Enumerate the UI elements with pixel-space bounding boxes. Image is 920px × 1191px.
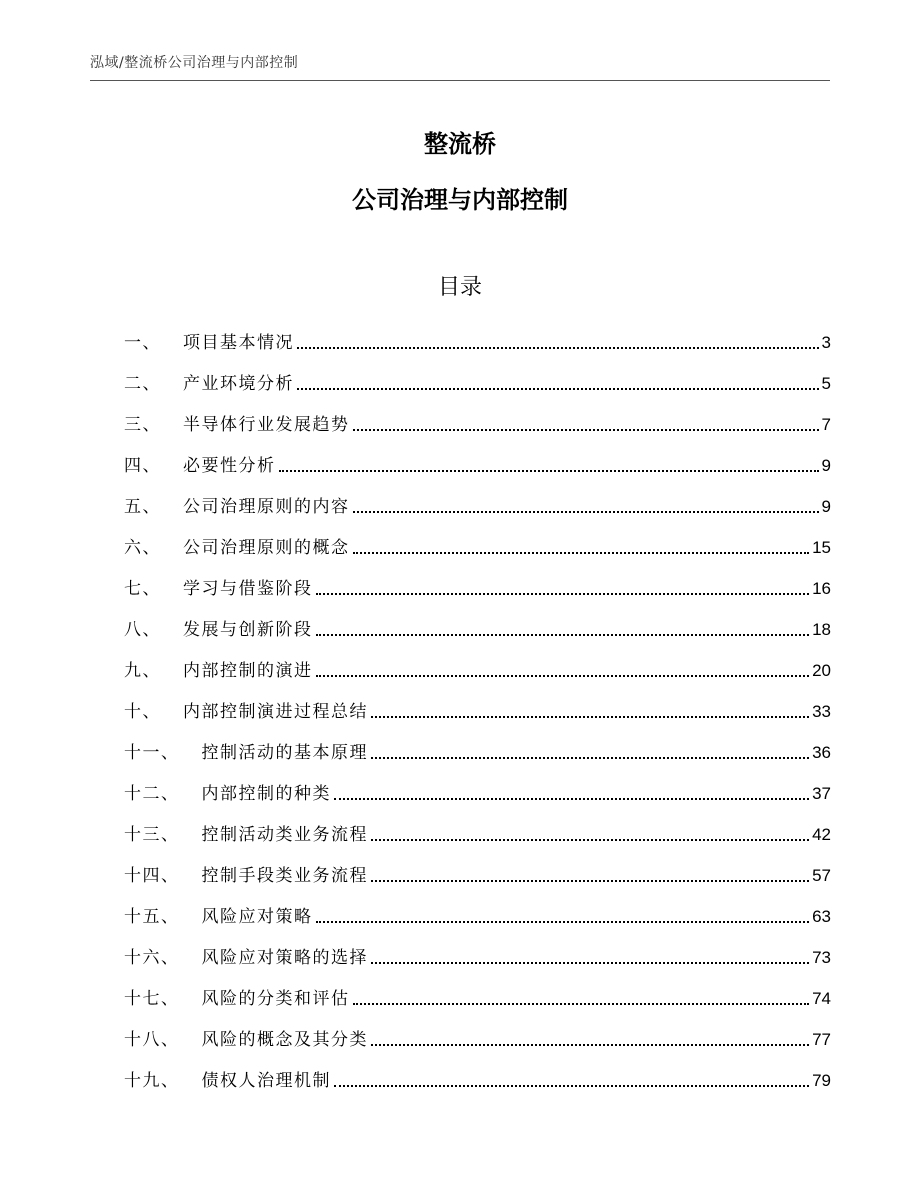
toc-entry-number: 十五、 [124, 907, 180, 927]
toc-entry-title: 风险应对策略 [201, 907, 313, 927]
toc-entry-page: 20 [812, 661, 831, 680]
toc-entry-page: 79 [812, 1071, 831, 1090]
toc-entry-label [124, 906, 313, 928]
toc-entry-page: 33 [812, 702, 831, 721]
toc-entry-title: 半导体行业发展趋势 [183, 415, 350, 435]
toc-entry[interactable] [124, 896, 831, 937]
toc-entry-page: 15 [812, 538, 831, 557]
toc-entry[interactable] [124, 445, 831, 486]
toc-dot-leader [353, 552, 810, 554]
toc-entry-title: 公司治理原则的概念 [183, 538, 350, 558]
toc-dot-leader [334, 798, 809, 800]
toc-entry-title: 风险应对策略的选择 [201, 948, 368, 968]
toc-entry-label [124, 988, 350, 1010]
toc-entry-number: 六、 [124, 538, 161, 558]
toc-entry-title: 内部控制的演进 [183, 661, 313, 681]
toc-entry-number: 十二、 [124, 784, 180, 804]
toc-entry-page: 16 [812, 579, 831, 598]
toc-entry[interactable] [124, 937, 831, 978]
toc-entry-page: 37 [812, 784, 831, 803]
toc-entry-label [124, 619, 313, 641]
toc-entry[interactable] [124, 404, 831, 445]
toc-entry-page: 7 [821, 415, 831, 434]
running-header: 泓域/整流桥公司治理与内部控制 [90, 55, 299, 71]
toc-dot-leader [297, 388, 819, 390]
toc-entry[interactable] [124, 527, 831, 568]
toc-entry-label [124, 537, 350, 559]
toc-entry-label [124, 824, 368, 846]
toc-entry-title: 控制活动类业务流程 [201, 825, 368, 845]
toc-entry-number: 五、 [124, 497, 161, 517]
toc-dot-leader [371, 716, 809, 718]
toc-entry-label [124, 660, 313, 682]
toc-entry-page: 74 [812, 989, 831, 1008]
toc-dot-leader [353, 429, 819, 431]
toc-dot-leader [371, 962, 809, 964]
toc-entry-number: 一、 [124, 333, 161, 353]
toc-entry-number: 三、 [124, 415, 161, 435]
toc-entry-title: 学习与借鉴阶段 [183, 579, 313, 599]
toc-dot-leader [371, 839, 809, 841]
toc-entry-label [124, 1070, 331, 1092]
header-rule [90, 80, 830, 81]
toc-entry-number: 二、 [124, 374, 161, 394]
toc-entry[interactable] [124, 1019, 831, 1060]
toc-entry-page: 77 [812, 1030, 831, 1049]
toc-entry-title: 风险的概念及其分类 [201, 1030, 368, 1050]
toc-entry[interactable] [124, 568, 831, 609]
toc-dot-leader [316, 634, 810, 636]
toc-entry[interactable] [124, 814, 831, 855]
toc-dot-leader [353, 1003, 810, 1005]
toc-dot-leader [316, 593, 810, 595]
toc-dot-leader [297, 347, 819, 349]
toc-entry-label [124, 865, 368, 887]
toc-entry-number: 十九、 [124, 1071, 180, 1091]
toc-entry[interactable] [124, 363, 831, 404]
toc-entry-title: 发展与创新阶段 [183, 620, 313, 640]
toc-entry[interactable] [124, 691, 831, 732]
toc-entry-title: 内部控制的种类 [201, 784, 331, 804]
toc-entry[interactable] [124, 650, 831, 691]
toc-entry-title: 产业环境分析 [183, 374, 294, 394]
toc-entry-label [124, 414, 350, 436]
toc-entry-number: 十八、 [124, 1030, 180, 1050]
toc-entry-page: 9 [821, 456, 831, 475]
toc-entry-label [124, 373, 294, 395]
toc-entry-page: 57 [812, 866, 831, 885]
toc-entry-number: 四、 [124, 456, 161, 476]
toc-entry[interactable] [124, 486, 831, 527]
toc-entry-number: 八、 [124, 620, 161, 640]
toc-entry-title: 内部控制演进过程总结 [183, 702, 368, 722]
toc-entry-label [124, 496, 350, 518]
toc-entry[interactable] [124, 1060, 831, 1101]
toc-entry[interactable] [124, 322, 831, 363]
toc-dot-leader [316, 675, 810, 677]
toc-entry-label [124, 947, 368, 969]
toc-entry-label [124, 332, 294, 354]
toc-entry-title: 控制活动的基本原理 [201, 743, 368, 763]
toc-entry-page: 18 [812, 620, 831, 639]
toc-dot-leader [334, 1085, 809, 1087]
toc-heading: 目录 [437, 275, 482, 300]
toc-entry-title: 项目基本情况 [183, 333, 294, 353]
toc-entry-number: 十四、 [124, 866, 180, 886]
toc-entry-title: 风险的分类和评估 [201, 989, 350, 1009]
toc-entry-number: 十、 [124, 702, 161, 722]
toc-dot-leader [353, 511, 819, 513]
toc-entry-page: 63 [812, 907, 831, 926]
toc-entry-label [124, 455, 276, 477]
toc-entry-label [124, 701, 368, 723]
toc-entry-title: 债权人治理机制 [201, 1071, 331, 1091]
toc-entry-page: 36 [812, 743, 831, 762]
toc-entry[interactable] [124, 773, 831, 814]
toc-entry-number: 七、 [124, 579, 161, 599]
toc-entry-label [124, 1029, 368, 1051]
toc-entry-number: 十一、 [124, 743, 180, 763]
toc-entry-number: 十七、 [124, 989, 180, 1009]
toc-entry-label [124, 742, 368, 764]
toc-entry-title: 必要性分析 [183, 456, 276, 476]
toc-entry[interactable] [124, 978, 831, 1019]
toc-entry[interactable] [124, 609, 831, 650]
toc-entry-number: 十六、 [124, 948, 180, 968]
document-subtitle: 公司治理与内部控制 [352, 186, 568, 214]
toc-entry-label [124, 578, 313, 600]
toc-entry-number: 十三、 [124, 825, 180, 845]
toc-dot-leader [371, 757, 809, 759]
document-title: 整流桥 [424, 130, 496, 158]
toc-dot-leader [371, 1044, 809, 1046]
toc-entry-page: 5 [821, 374, 831, 393]
toc-entry-number: 九、 [124, 661, 161, 681]
toc-entry-label [124, 783, 331, 805]
toc-dot-leader [279, 470, 819, 472]
toc-entry-page: 9 [821, 497, 831, 516]
toc-entry-page: 42 [812, 825, 831, 844]
toc-entry-page: 73 [812, 948, 831, 967]
table-of-contents [124, 322, 831, 1101]
toc-entry-title: 公司治理原则的内容 [183, 497, 350, 517]
toc-entry[interactable] [124, 732, 831, 773]
toc-entry-page: 3 [821, 333, 831, 352]
toc-dot-leader [316, 921, 810, 923]
toc-entry-title: 控制手段类业务流程 [201, 866, 368, 886]
toc-dot-leader [371, 880, 809, 882]
toc-entry[interactable] [124, 855, 831, 896]
